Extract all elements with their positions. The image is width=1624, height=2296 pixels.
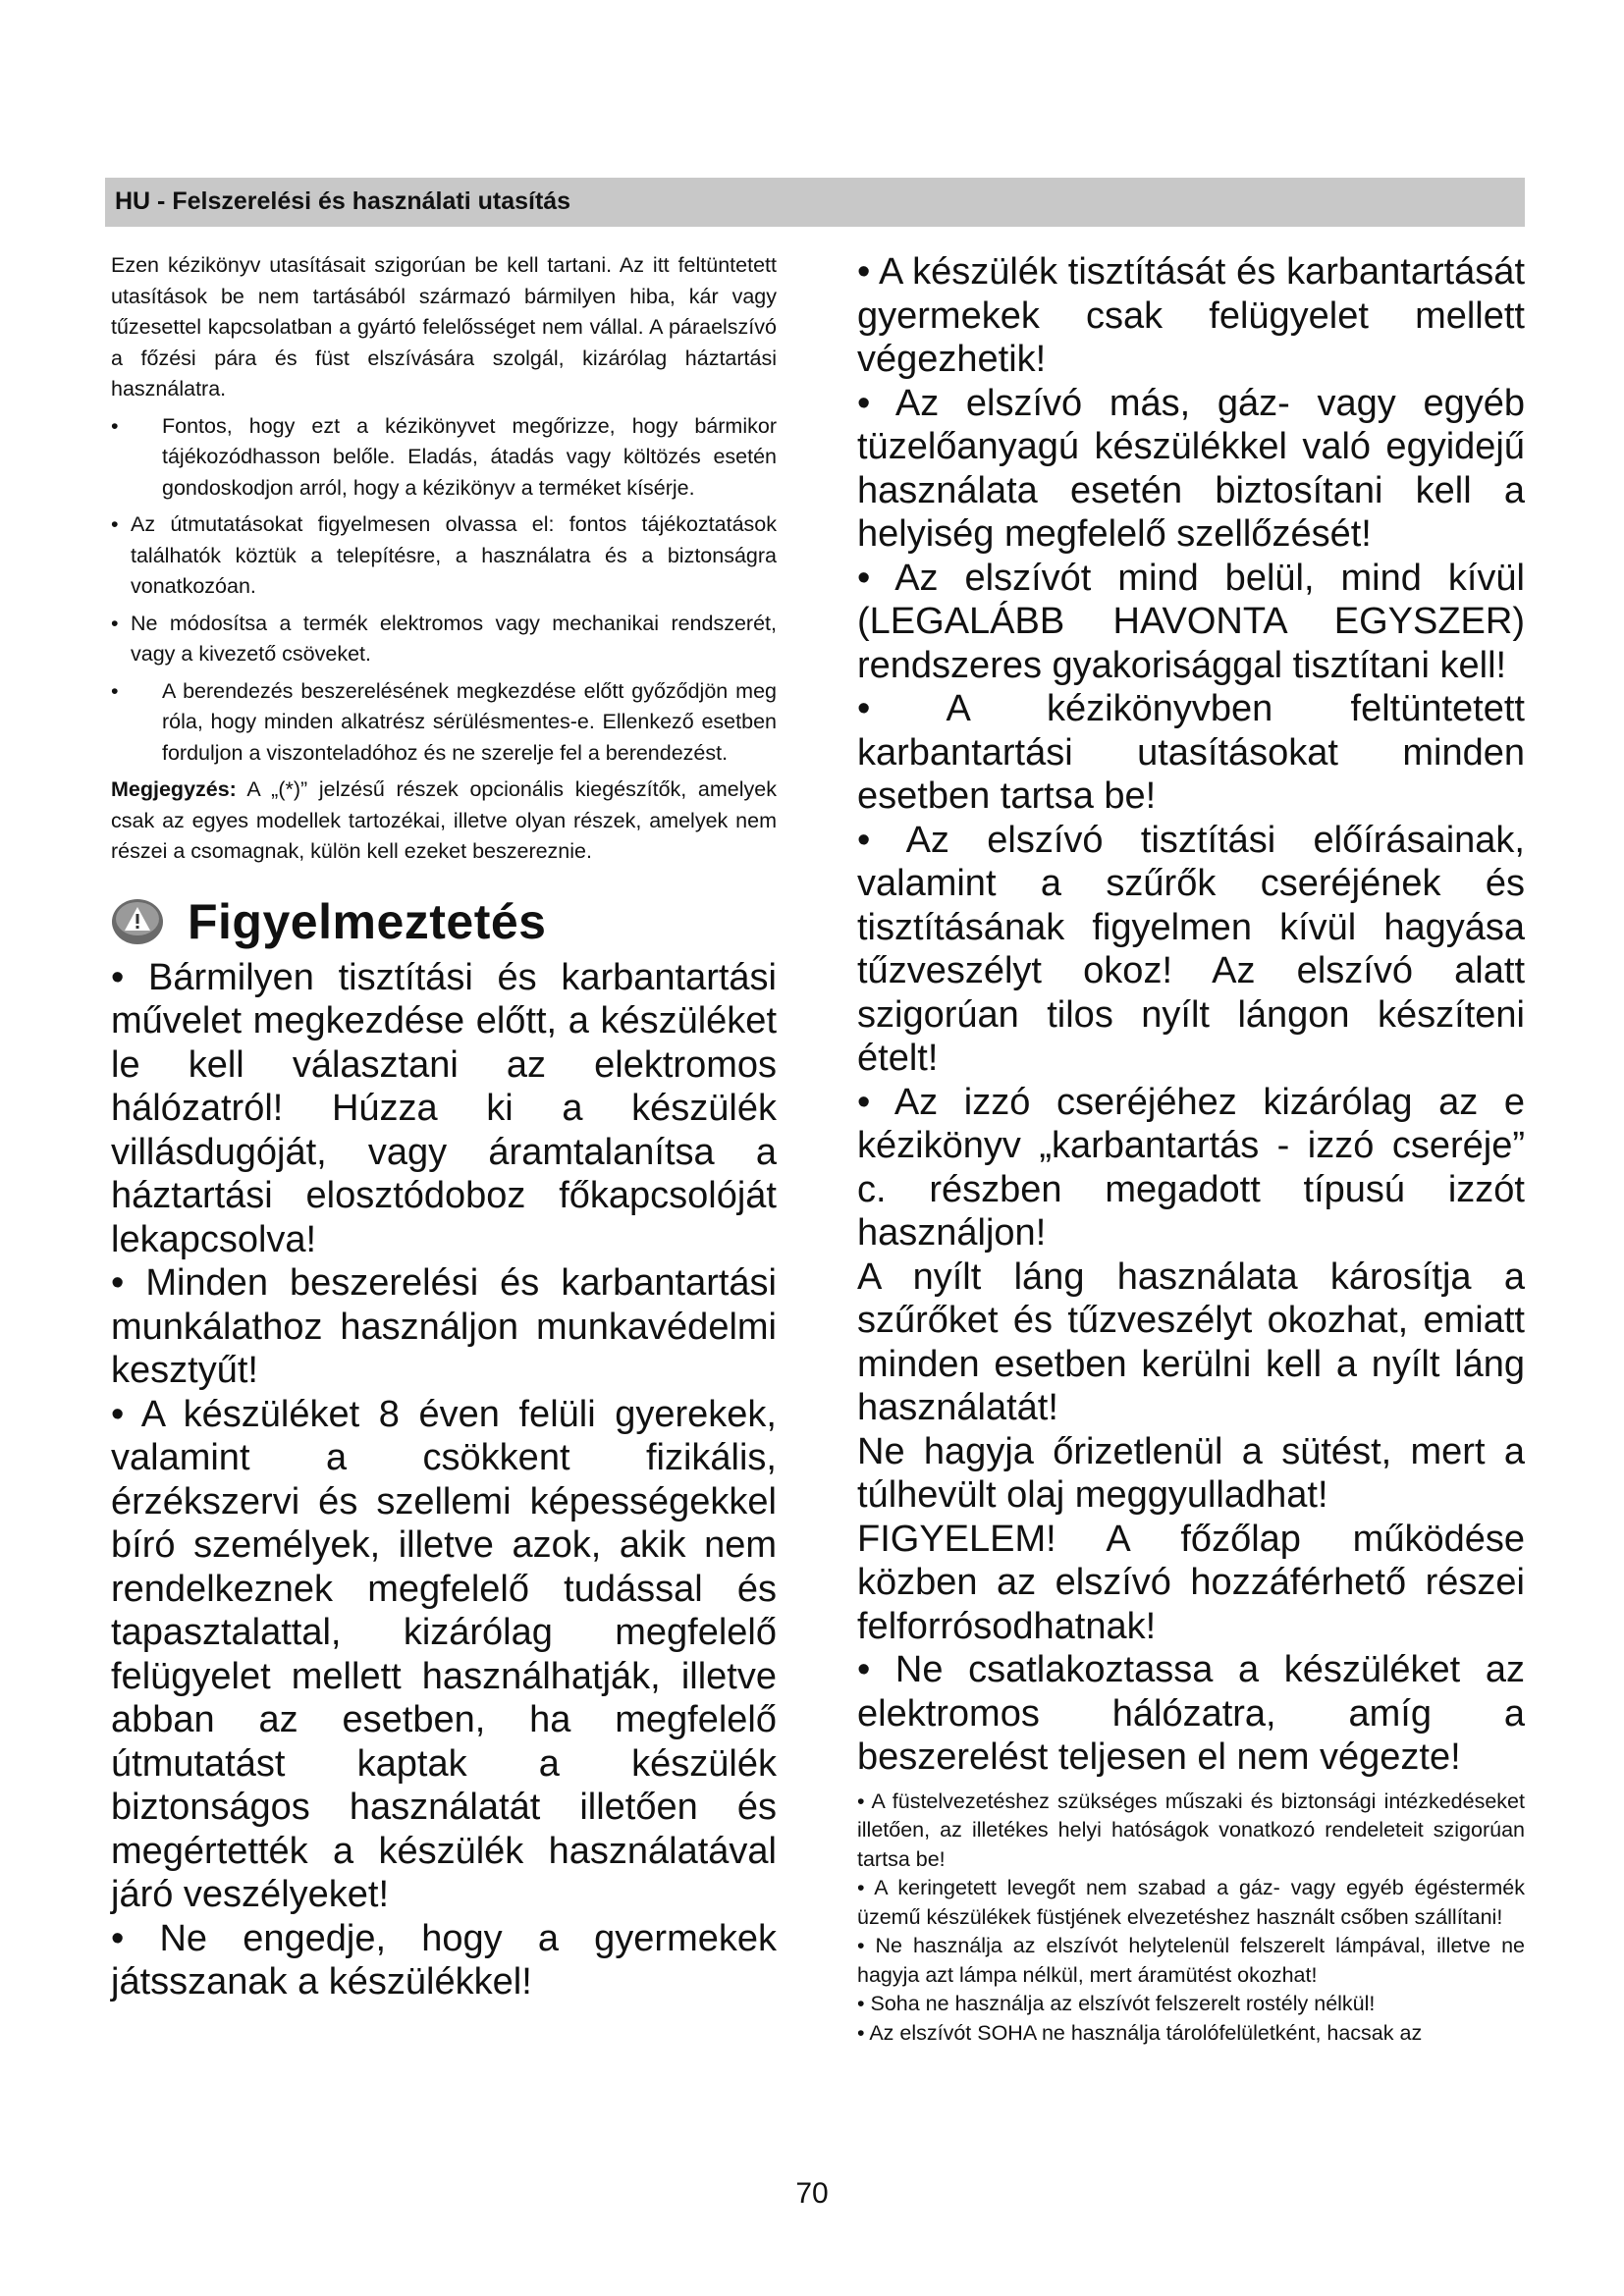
warning-triangle-icon bbox=[111, 895, 164, 948]
warning-small-paragraph: • A füstelvezetéshez szükséges műszaki és biztonsági intézkedéseket illetően, az illetékes helyi hatóságok vonatkozó rendeleteit szigorúan tartsa be! bbox=[857, 1789, 1525, 1871]
warning-paragraph: • Az elszívó tisztítási előírásainak, valamint a szűrők cseréjének és tisztításának figyelmen kívül hagyása tűzveszélyt okoz! Az elszívó alatt szigorúan tilos nyílt lángon készíteni ételt! bbox=[857, 819, 1525, 1079]
warning-paragraph: • Ne engedje, hogy a gyermekek játsszanak a készülékkel! bbox=[111, 1917, 777, 2002]
warning-heading bbox=[111, 893, 777, 950]
warning-small-paragraph: • A keringetett levegőt nem szabad a gáz- vagy egyéb égéstermék üzemű készülékek füstjének elvezetéshez használt csőben szállítani! bbox=[857, 1876, 1525, 1929]
section-header-bar bbox=[105, 178, 1525, 227]
warning-paragraph: • Az elszívót mind belül, mind kívül (LEGALÁBB HAVONTA EGYSZER) rendszeres gyakorisággal tisztítani kell! bbox=[857, 557, 1525, 686]
warning-paragraph: • Ne csatlakoztassa a készüléket az elektromos hálózatra, amíg a beszerelést teljesen el nem végezte! bbox=[857, 1649, 1525, 1778]
warning-paragraph: • A készüléket 8 éven felüli gyerekek, valamint a csökkent fizikális, érzékszervi és szellemi képességekkel bíró személyek, illetve azok, akik nem rendelkeznek megfelelő tudással és tapasztalattal, kizárólag megfelelő felügyelet mellett használhatják, illetve abban az esetben, ha megfelelő útmutatást kaptak a készülék biztonságos használatát illetően és megértették a készülék használatával járó veszélyeket! bbox=[111, 1393, 777, 1915]
warning-paragraph: • Bármilyen tisztítási és karbantartási művelet megkezdése előtt, a készüléket le kell választani az elektromos hálózatról! Húzza ki a készülék villásdugóját, vagy áramtalanítsa a háztartási elosztódoboz főkapcsolóját lekapcsolva! bbox=[111, 956, 777, 1260]
warning-paragraph: • A készülék tisztítását és karbantartását gyermekek csak felügyelet mellett végezhetik! bbox=[857, 251, 1525, 380]
right-column bbox=[857, 250, 1525, 2048]
intro-paragraph: Ezen kézikönyv utasításait szigorúan be kell tartani. Az itt feltüntetett utasítások be nem tartásából származó bármilyen hiba, kár vagy tűzesettel kapcsolatban a gyártó felelősséget nem vállal. A páraelszívó a főzési pára és füst elszívására szolgál, kizárólag háztartási használatra. bbox=[111, 253, 777, 400]
warning-right-small-text bbox=[857, 1788, 1525, 2049]
warning-paragraph: • Az izzó cseréjéhez kizárólag az e kézikönyv „karbantartás - izzó cseréje” c. részben megadott típusú izzót használjon! bbox=[857, 1081, 1525, 1254]
warning-paragraph: Ne hagyja őrizetlenül a sütést, mert a túlhevült olaj meggyulladhat! bbox=[857, 1430, 1525, 1516]
warning-title: Figyelmeztetés bbox=[188, 893, 547, 949]
warning-small-paragraph: • Soha ne használja az elszívót felszerelt rostély nélkül! bbox=[857, 1992, 1376, 2015]
list-item: • A berendezés beszerelésének megkezdése előtt győződjön meg róla, hogy minden alkatrész sérülésmentes-e. Ellenkező esetben forduljon a viszonteladóhoz és ne szerelje fel a berendezést. bbox=[111, 678, 777, 765]
note-text: A „(*)” jelzésű részek opcionális kiegészítők, amelyek csak az egyes modellek tartozékai, illetve olyan részek, amelyek nem részei a csomagnak, külön kell ezeket beszereznie. bbox=[111, 777, 777, 863]
list-item: • Fontos, hogy ezt a kézikönyvet megőrizze, hogy bármikor tájékozódhasson belőle. Eladás, átadás vagy költözés esetén gondoskodjon arról, hogy a kézikönyv a terméket kísérje. bbox=[111, 413, 777, 500]
warning-paragraph: • Az elszívó más, gáz- vagy egyéb tüzelőanyagú készülékkel való egyidejű használata esetén biztosítani kell a helyiség megfelelő szellőzését! bbox=[857, 382, 1525, 555]
warning-left-text bbox=[111, 956, 777, 2004]
section-title: HU - Felszerelési és használati utasítás bbox=[115, 187, 571, 215]
warning-paragraph: A nyílt láng használata károsítja a szűrőket és tűzveszélyt okozhat, emiatt minden esetben kerülni kell a nyílt láng használatát! bbox=[857, 1255, 1525, 1428]
list-item: • Az útmutatásokat figyelmesen olvassa el: fontos tájékoztatások találhatók köztük a telepítésre, a használatra és a biztonságra vonatkozóan. bbox=[111, 512, 777, 598]
left-column bbox=[111, 250, 777, 2004]
list-item: • Ne módosítsa a termék elektromos vagy mechanikai rendszerét, vagy a kivezető csöveket. bbox=[111, 611, 777, 666]
note-paragraph bbox=[111, 774, 777, 868]
page-number: 70 bbox=[795, 2177, 829, 2210]
warning-small-paragraph: • Ne használja az elszívót helytelenül felszerelt lámpával, illetve ne hagyja azt lámpa nélkül, mert áramütést okozhat! bbox=[857, 1934, 1525, 1987]
warning-paragraph: FIGYELEM! A főzőlap működése közben az elszívó hozzáférhető részei felforrósodhatnak! bbox=[857, 1518, 1525, 1647]
intro-block bbox=[111, 250, 777, 868]
warning-paragraph: • A kézikönyvben feltüntetett karbantartási utasításokat minden esetben tartsa be! bbox=[857, 688, 1525, 817]
warning-paragraph: • Minden beszerelési és karbantartási munkálathoz használjon munkavédelmi kesztyűt! bbox=[111, 1262, 777, 1391]
warning-right-text bbox=[857, 250, 1525, 1780]
warning-small-paragraph: • Az elszívót SOHA ne használja tárolófelületként, hacsak az bbox=[857, 2020, 1423, 2045]
note-label: Megjegyzés: bbox=[111, 777, 237, 801]
